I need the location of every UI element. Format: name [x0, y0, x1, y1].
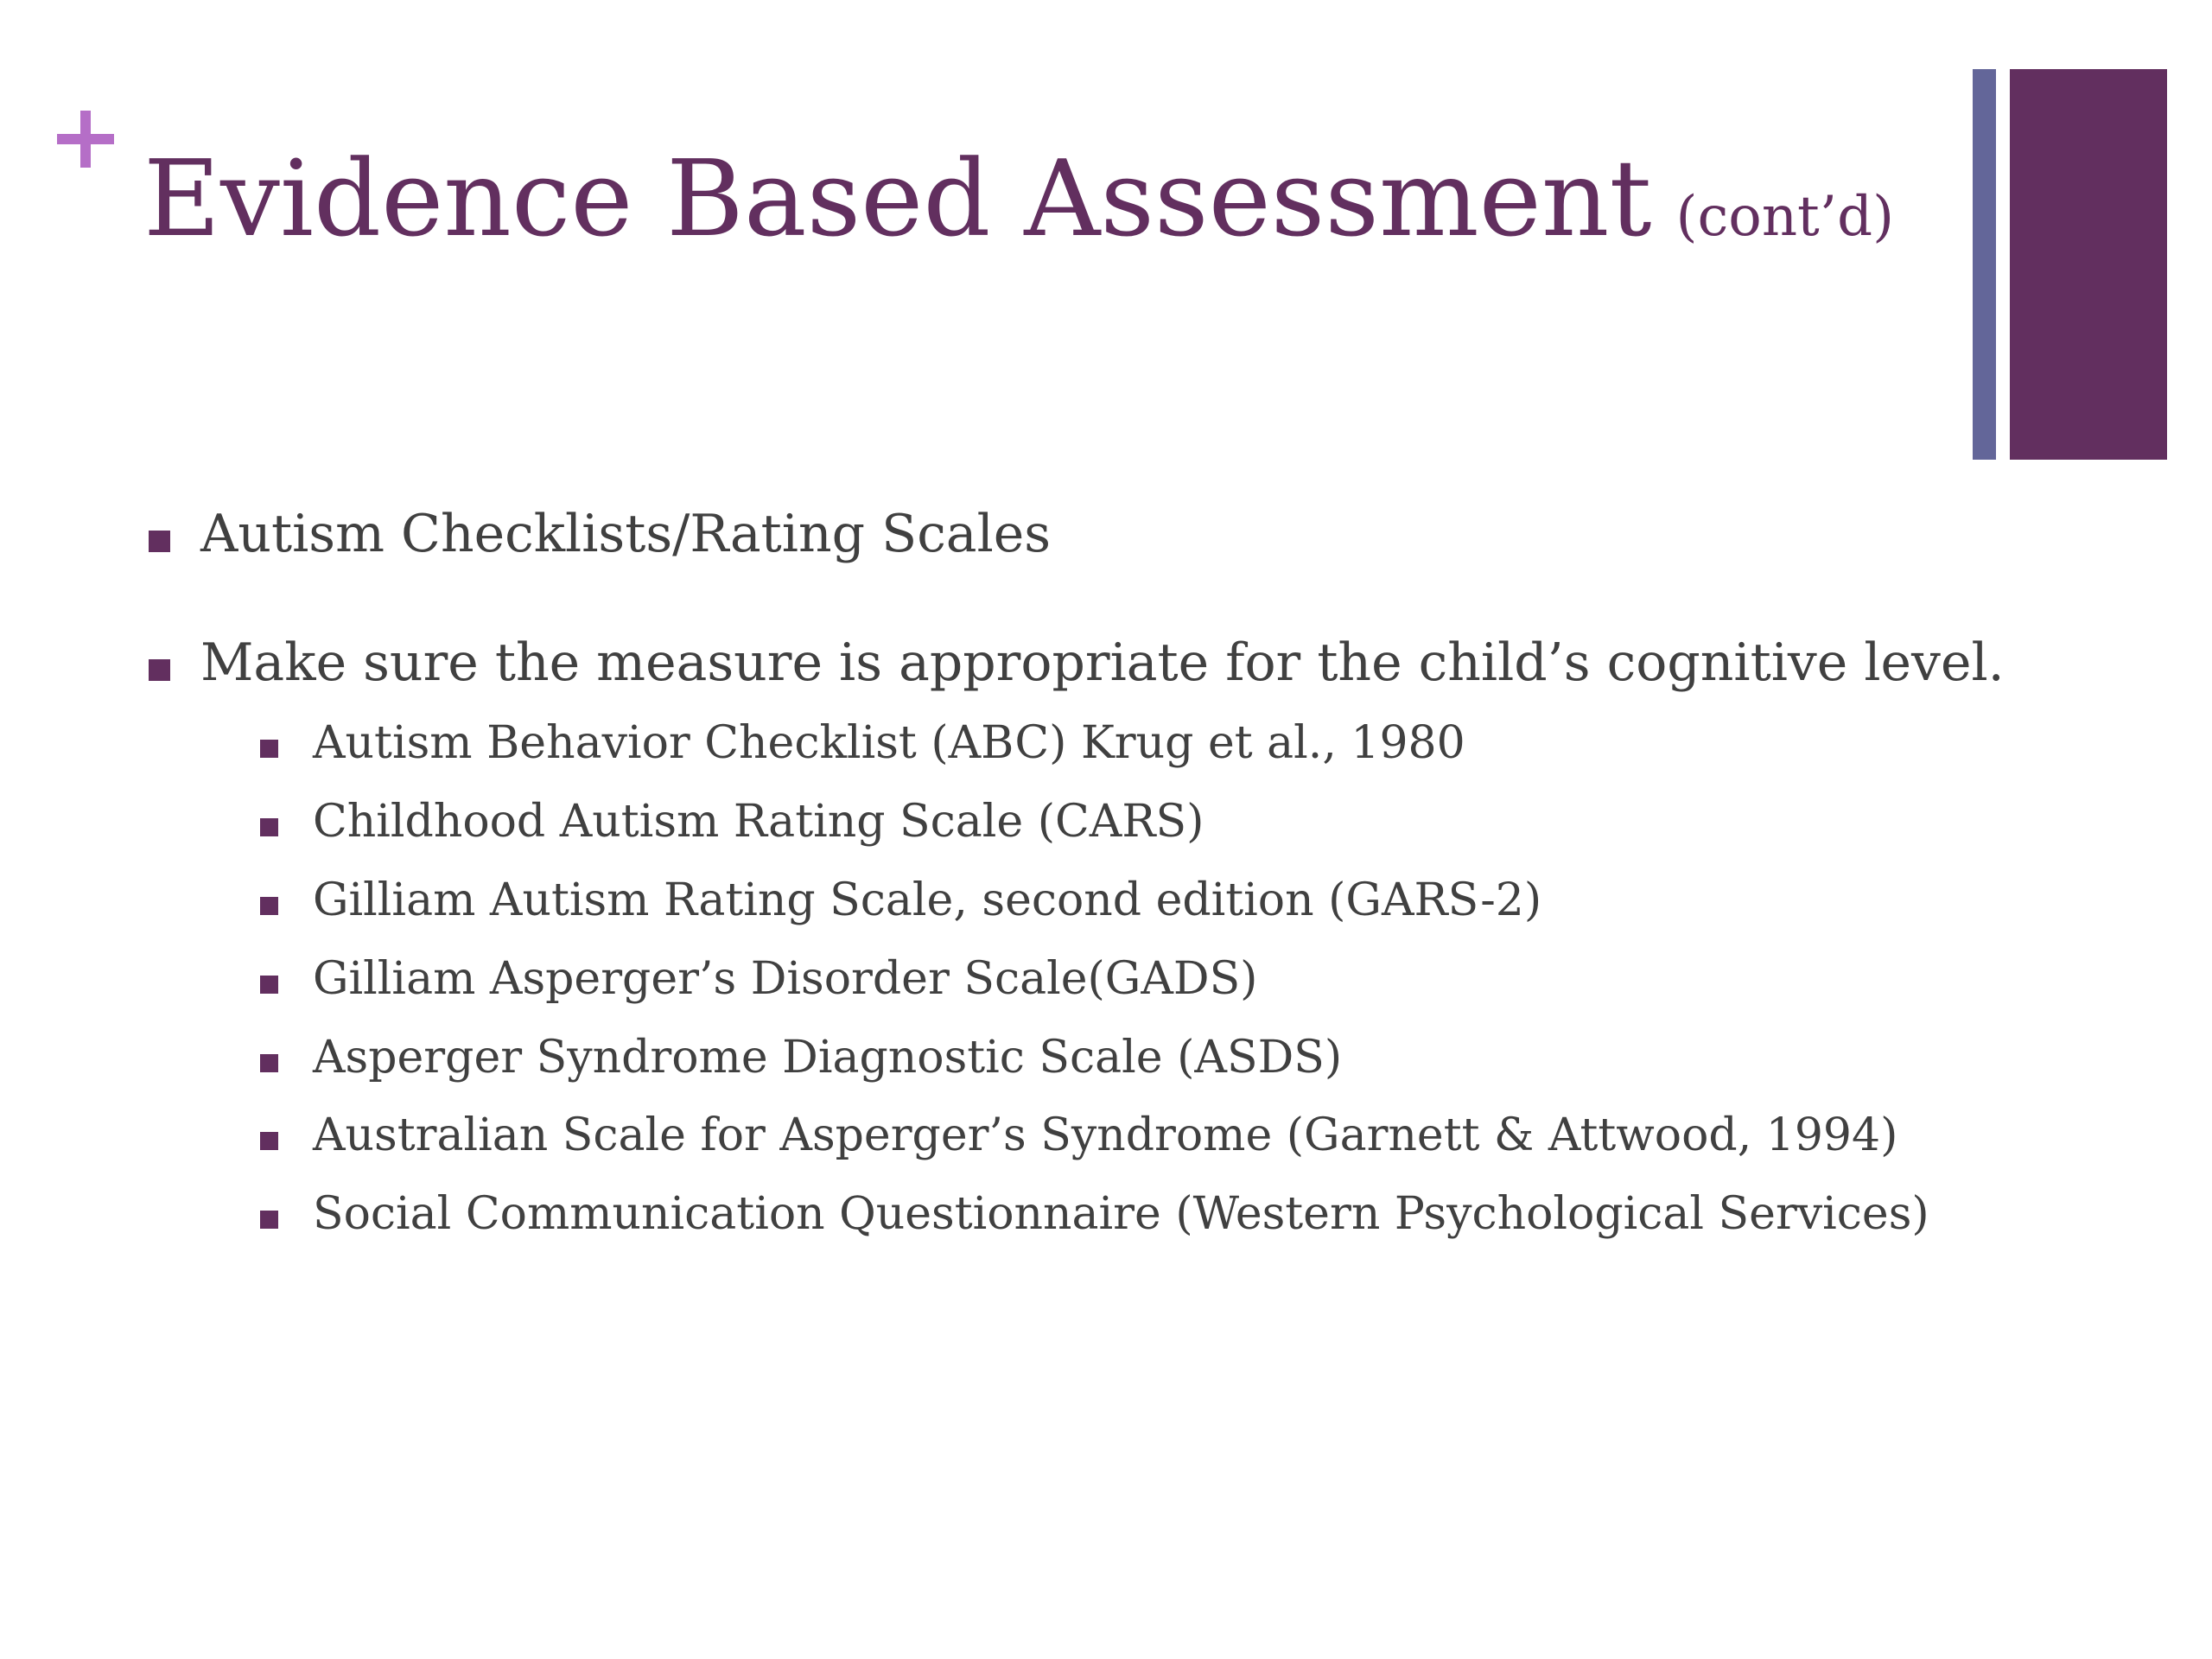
sub-bullet-item — [313, 874, 1541, 927]
square-bullet-icon — [260, 740, 278, 758]
square-bullet-icon — [260, 1211, 278, 1229]
sub-bullet-text: Asperger Syndrome Diagnostic Scale (ASDS) — [313, 1032, 1343, 1084]
slide-title-suffix: (cont’d) — [1675, 185, 1895, 249]
sub-bullet-text: Gilliam Asperger’s Disorder Scale(GADS) — [313, 953, 1258, 1005]
slide-title-main: Evidence Based Assessment — [143, 137, 1652, 260]
sub-bullet-text: Autism Behavior Checklist (ABC) Krug et al., 1980 — [313, 717, 1465, 769]
sub-bullet-text: Social Communication Questionnaire (Western Psychological Services) — [313, 1188, 1929, 1240]
sub-bullet-text: Childhood Autism Rating Scale (CARS) — [313, 796, 1205, 848]
sub-bullet-text: Gilliam Autism Rating Scale, second edition (GARS-2) — [313, 874, 1542, 926]
square-bullet-icon — [149, 531, 170, 552]
bullet-text: Make sure the measure is appropriate for the child’s cognitive level. — [200, 632, 2005, 693]
square-bullet-icon — [260, 1132, 278, 1150]
sub-bullet-item — [313, 1187, 1929, 1241]
sub-bullet-item — [313, 1109, 1897, 1162]
square-bullet-icon — [260, 818, 278, 836]
sub-bullet-item — [313, 952, 1257, 1006]
bullet-item — [200, 632, 2005, 694]
bullet-text: Autism Checklists/Rating Scales — [200, 504, 1052, 564]
square-bullet-icon — [260, 897, 278, 915]
sub-bullet-text: Australian Scale for Asperger’s Syndrome (Garnett & Attwood, 1994) — [313, 1109, 1898, 1161]
sub-bullet-item — [313, 1031, 1342, 1084]
square-bullet-icon — [260, 1054, 278, 1072]
sub-bullet-item — [313, 795, 1204, 849]
square-bullet-icon — [260, 976, 278, 994]
bullet-item — [200, 503, 1051, 565]
sub-bullet-item — [313, 716, 1465, 770]
square-bullet-icon — [149, 659, 170, 681]
